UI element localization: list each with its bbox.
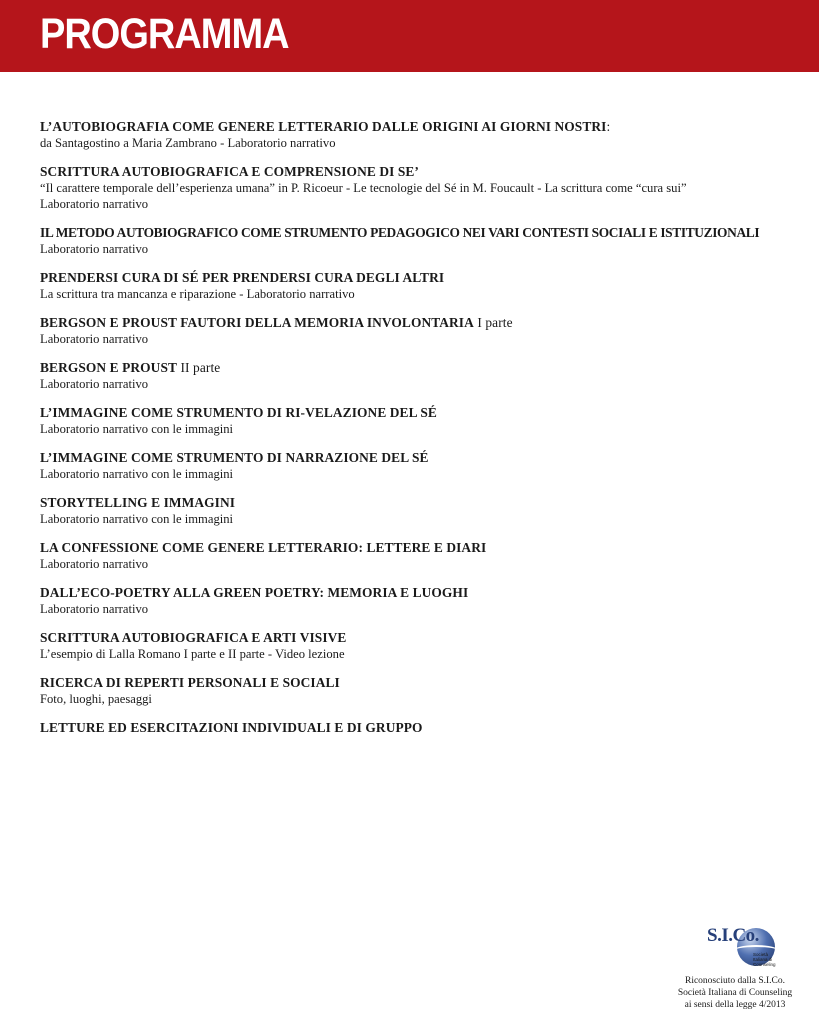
program-item (40, 225, 810, 257)
program-item-heading (40, 360, 810, 376)
program-item (40, 585, 810, 617)
footer-line: Riconosciuto dalla S.I.Co. (684, 976, 785, 986)
logo-subtext: Società Italiana di Counseling (753, 952, 776, 967)
program-item (40, 450, 810, 482)
footer-line: Società Italiana di Counseling (677, 988, 793, 998)
program-item-suffix: I parte (473, 315, 513, 330)
program-item-heading (40, 585, 810, 601)
program-item-suffix: II parte (177, 360, 221, 375)
program-item-title: SCRITTURA AUTOBIOGRAFICA E ARTI VISIVE (40, 630, 347, 645)
program-item-title: LA CONFESSIONE COME GENERE LETTERARIO: LETTERE E DIARI (40, 540, 487, 555)
program-item-heading (40, 315, 810, 331)
program-item-description: Laboratorio narrativo (40, 242, 149, 256)
program-item-title: SCRITTURA AUTOBIOGRAFICA E COMPRENSIONE DI SE’ (40, 164, 419, 179)
program-item-title: BERGSON E PROUST (40, 360, 178, 375)
page-title: PROGRAMMA (40, 11, 289, 59)
program-item (40, 720, 810, 736)
program-item-title: PRENDERSI CURA DI SÉ PER PRENDERSI CURA DEGLI ALTRI (40, 270, 445, 285)
program-item-title: LETTURE ED ESERCITAZIONI INDIVIDUALI E DI GRUPPO (40, 720, 423, 735)
program-item-suffix: : (606, 119, 611, 134)
program-item-title: STORYTELLING E IMMAGINI (40, 495, 236, 510)
program-item-heading (40, 270, 810, 286)
program-item-description: La scrittura tra mancanza e riparazione - Laboratorio narrativo (40, 287, 355, 301)
program-item-heading (40, 450, 810, 466)
program-item-title: DALL’ECO-POETRY ALLA GREEN POETRY: MEMORIA E LUOGHI (40, 585, 469, 600)
program-item-title: L’IMMAGINE COME STRUMENTO DI NARRAZIONE DEL SÉ (40, 450, 429, 465)
program-list (40, 119, 810, 749)
footer-recognition (655, 925, 815, 1011)
program-item-description: L’esempio di Lalla Romano I parte e II parte - Video lezione (40, 647, 345, 661)
program-item-title: IL METODO AUTOBIOGRAFICO COME STRUMENTO PEDAGOGICO NEI VARI CONTESTI SOCIALI E ISTITUZIONALI (40, 225, 760, 240)
program-item-title: RICERCA DI REPERTI PERSONALI E SOCIALI (40, 675, 340, 690)
program-item-title: BERGSON E PROUST FAUTORI DELLA MEMORIA INVOLONTARIA (40, 315, 474, 330)
program-item (40, 119, 810, 151)
program-item-title: L’IMMAGINE COME STRUMENTO DI RI-VELAZIONE DEL SÉ (40, 405, 437, 420)
program-item-description: Laboratorio narrativo con le immagini (40, 512, 234, 526)
program-item (40, 164, 810, 212)
program-item (40, 270, 810, 302)
program-item-heading (40, 225, 810, 241)
program-item-heading (40, 119, 810, 135)
program-item (40, 495, 810, 527)
program-item-heading (40, 540, 810, 556)
program-item-description: da Santagostino a Maria Zambrano - Laboratorio narrativo (40, 136, 336, 150)
program-item-description: Laboratorio narrativo (40, 377, 149, 391)
footer-line: ai sensi della legge 4/2013 (684, 1000, 786, 1010)
program-item-description: Laboratorio narrativo con le immagini (40, 467, 234, 481)
program-item-heading (40, 720, 810, 736)
program-item-heading (40, 164, 810, 180)
program-item-heading (40, 405, 810, 421)
header-band (0, 0, 819, 72)
program-item-title: L’AUTOBIOGRAFIA COME GENERE LETTERARIO DALLE ORIGINI AI GIORNI NOSTRI (40, 119, 607, 134)
program-item (40, 405, 810, 437)
program-item-heading (40, 495, 810, 511)
program-item-description: Laboratorio narrativo (40, 197, 149, 211)
program-item-description: Laboratorio narrativo (40, 602, 149, 616)
program-item (40, 675, 810, 707)
program-item-heading (40, 630, 810, 646)
program-item-description: Laboratorio narrativo con le immagini (40, 422, 234, 436)
sico-logo (685, 925, 785, 973)
program-item-description: Laboratorio narrativo (40, 557, 149, 571)
program-item (40, 360, 810, 392)
program-item (40, 540, 810, 572)
logo-text: S.I.Co. (707, 925, 759, 946)
program-item-description: Foto, luoghi, paesaggi (40, 692, 152, 706)
program-item-heading (40, 675, 810, 691)
program-item (40, 630, 810, 662)
program-item-description: Laboratorio narrativo (40, 332, 149, 346)
program-item (40, 315, 810, 347)
program-item-description: “Il carattere temporale dell’esperienza umana” in P. Ricoeur - Le tecnologie del Sé in M. Foucault - La scrittura come “cura sui” (40, 181, 687, 195)
